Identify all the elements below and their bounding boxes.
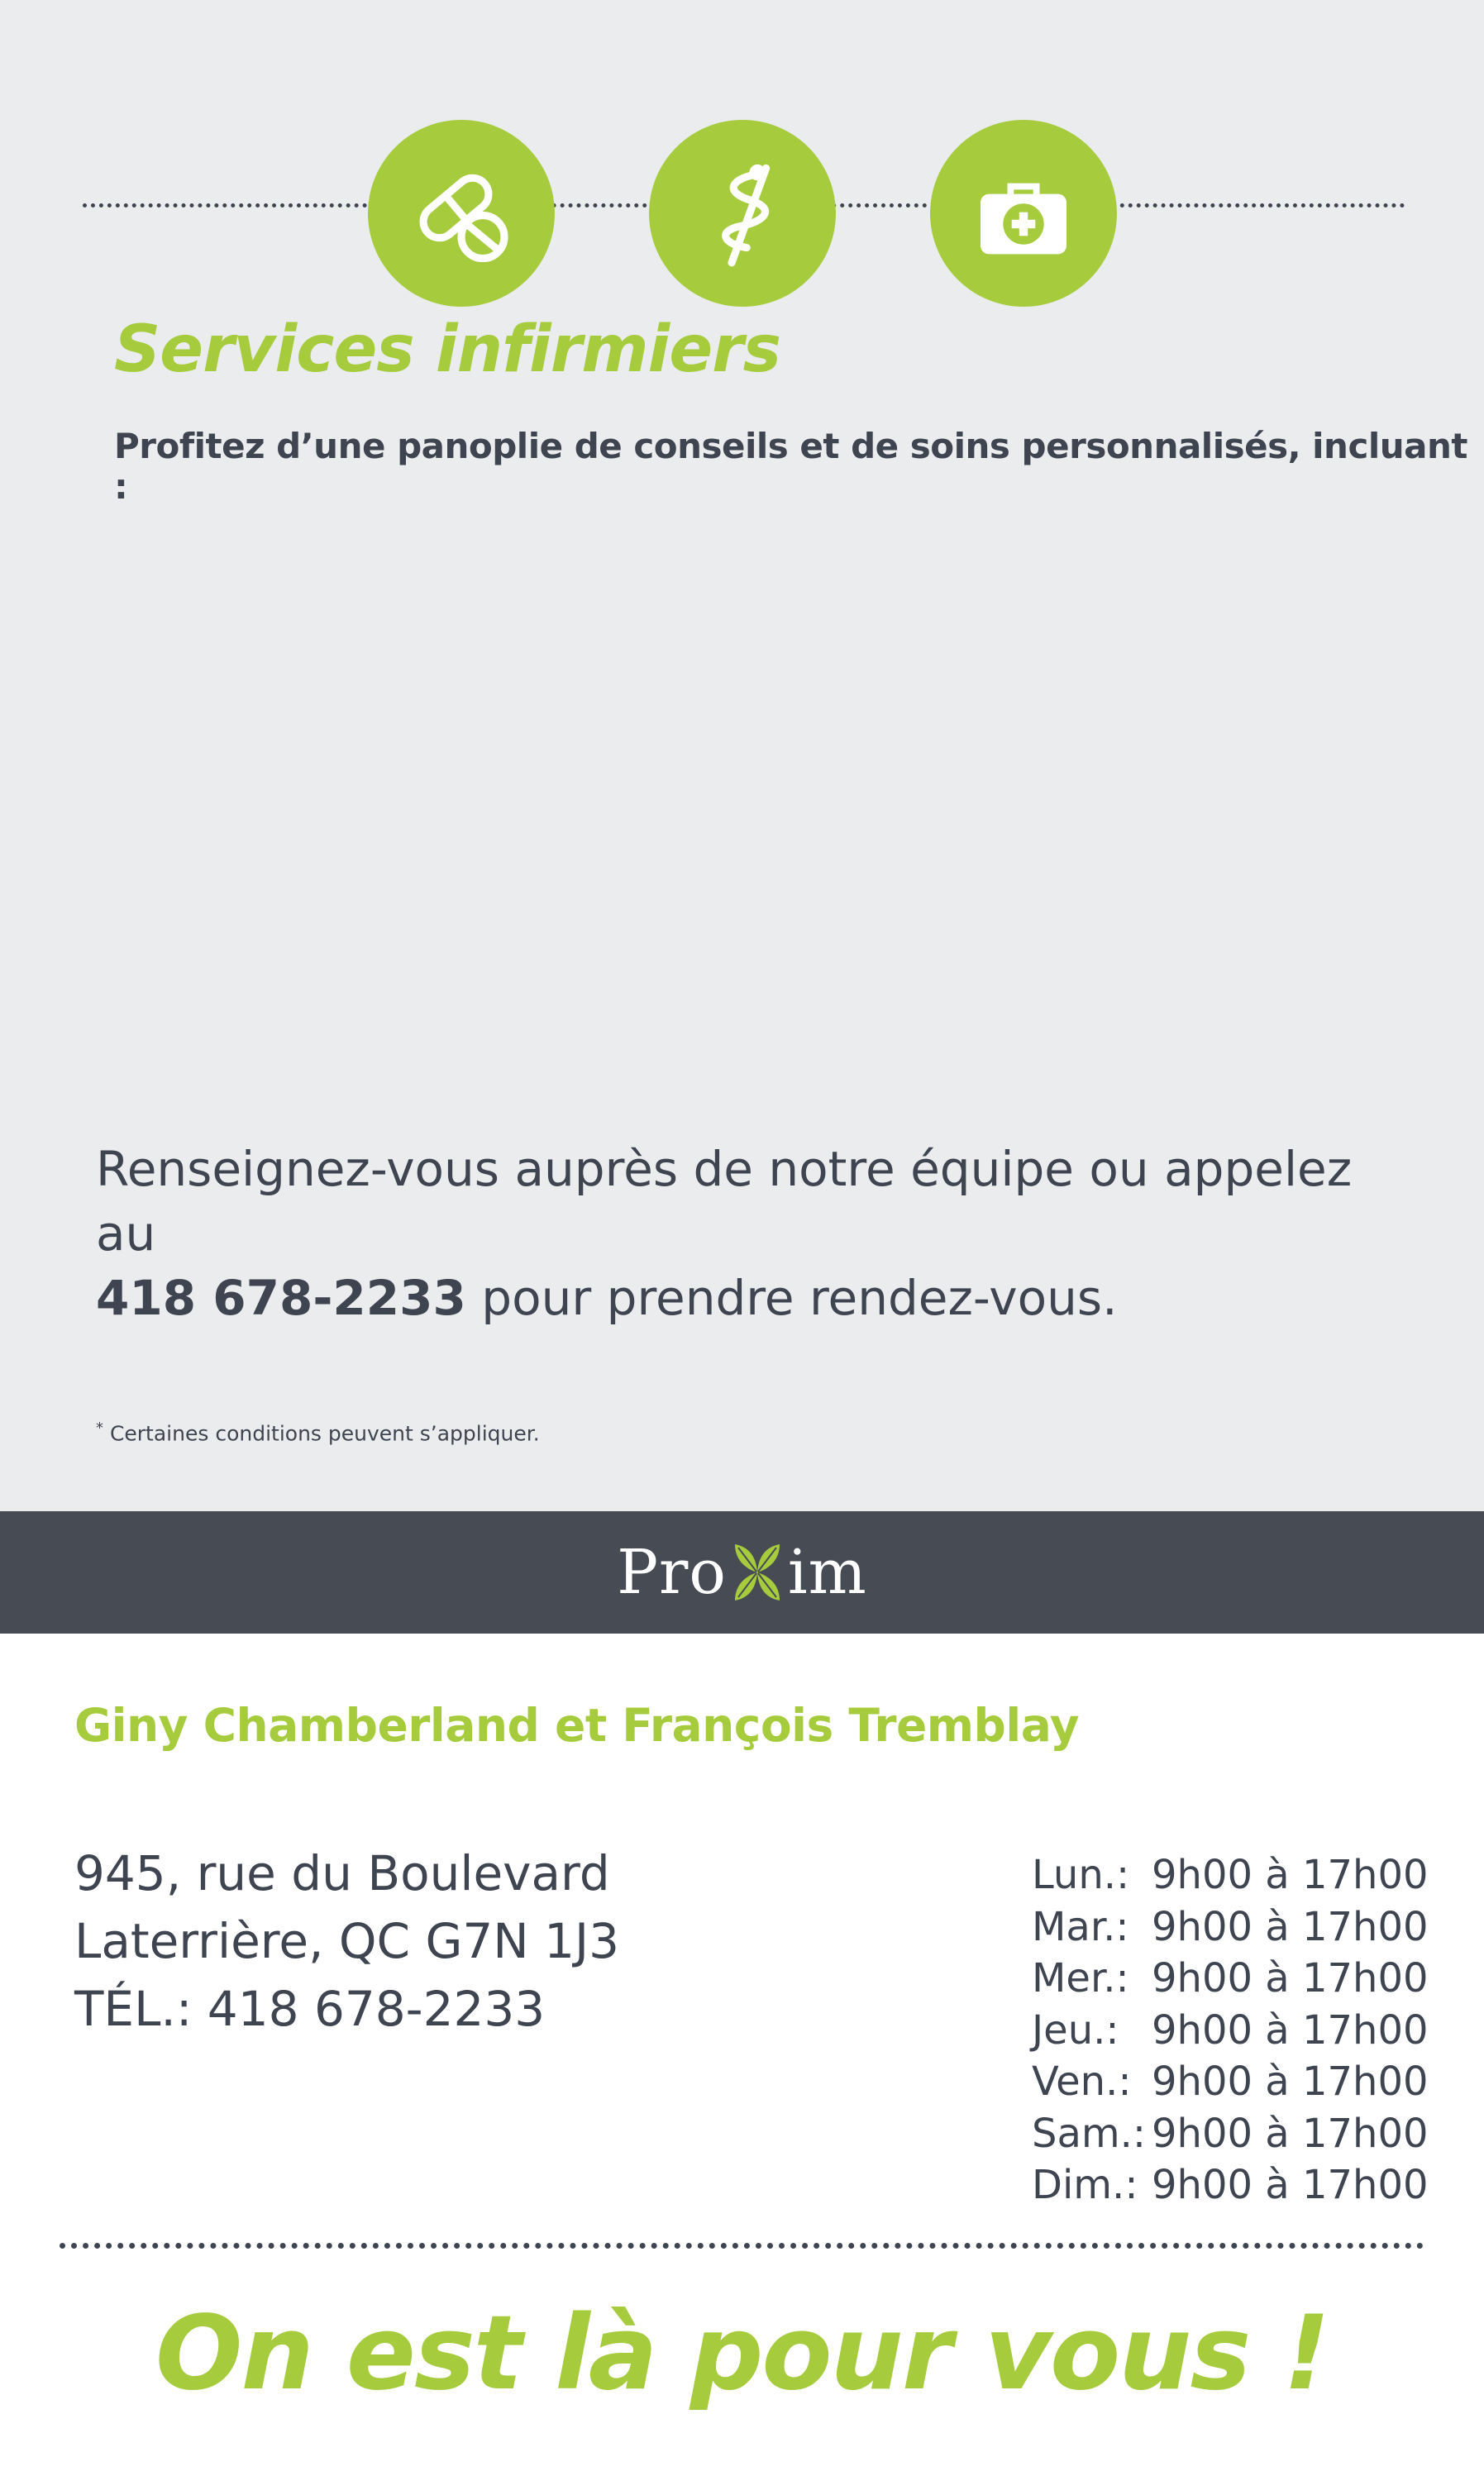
hours-day: Jeu.:: [1032, 2006, 1119, 2054]
hours-row: [1032, 2056, 1429, 2108]
hours-row: [1032, 1849, 1429, 1901]
hours-time: 9h00 à 17h00: [1152, 2059, 1429, 2105]
contact-phone: 418 678-2233: [96, 1270, 466, 1326]
hours-day: Sam.:: [1032, 2110, 1147, 2157]
contact-line: Renseignez-vous auprès de notre équipe ou appelez au: [96, 1141, 1353, 1262]
logo-text-left: Pro: [617, 1537, 727, 1608]
hours-row: [1032, 2005, 1429, 2057]
address-block: [74, 1839, 619, 2043]
contact-line-end: pour prendre rendez-vous.: [465, 1270, 1118, 1326]
hours-row: [1032, 2159, 1429, 2211]
brand-band: [0, 1511, 1484, 1634]
hours-day: Dim.:: [1032, 2162, 1138, 2208]
proxim-logo: [617, 1537, 867, 1608]
pills-icon: [368, 120, 555, 307]
conditions-note: [96, 1419, 540, 1445]
hours-day: Ven.:: [1032, 2059, 1132, 2105]
hours-day: Lun.:: [1032, 1852, 1130, 1898]
note-mark: *: [96, 1419, 103, 1437]
hours-time: 9h00 à 17h00: [1152, 2006, 1429, 2054]
services-intro: Profitez d’une panoplie de conseils et de soins personnalisés, incluant :: [114, 426, 1467, 507]
hours-day: Mer.:: [1032, 1955, 1129, 2001]
hours-row: [1032, 2108, 1429, 2160]
address-phone: TÉL.: 418 678-2233: [74, 1981, 546, 2037]
hours-time: 9h00 à 17h00: [1152, 1903, 1429, 1950]
hours-row: [1032, 1953, 1429, 2005]
hours-time: 9h00 à 17h00: [1152, 2110, 1429, 2157]
pharmacist-owners: Giny Chamberland et François Tremblay: [74, 1699, 1080, 1752]
opening-hours: [1032, 1849, 1429, 2211]
address-street: 945, rue du Boulevard: [74, 1845, 610, 1901]
hours-time: 9h00 à 17h00: [1152, 2162, 1429, 2208]
hours-row: [1032, 1901, 1429, 1954]
contact-text: [96, 1137, 1419, 1330]
caduceus-icon: [649, 120, 836, 307]
slogan: On est là pour vous !: [155, 2294, 1329, 2413]
leaf-x-icon: [728, 1539, 786, 1605]
hours-time: 9h00 à 17h00: [1152, 1852, 1429, 1898]
services-title: Services infirmiers: [114, 312, 781, 387]
footer-dotted-divider: [60, 2243, 1424, 2249]
address-city: Laterrière, QC G7N 1J3: [74, 1913, 620, 1969]
logo-text-right: im: [787, 1537, 867, 1608]
note-text: Certaines conditions peuvent s’appliquer.: [103, 1421, 540, 1446]
first-aid-kit-icon: [930, 120, 1117, 307]
hours-day: Mar.:: [1032, 1903, 1129, 1950]
hours-time: 9h00 à 17h00: [1152, 1955, 1429, 2001]
